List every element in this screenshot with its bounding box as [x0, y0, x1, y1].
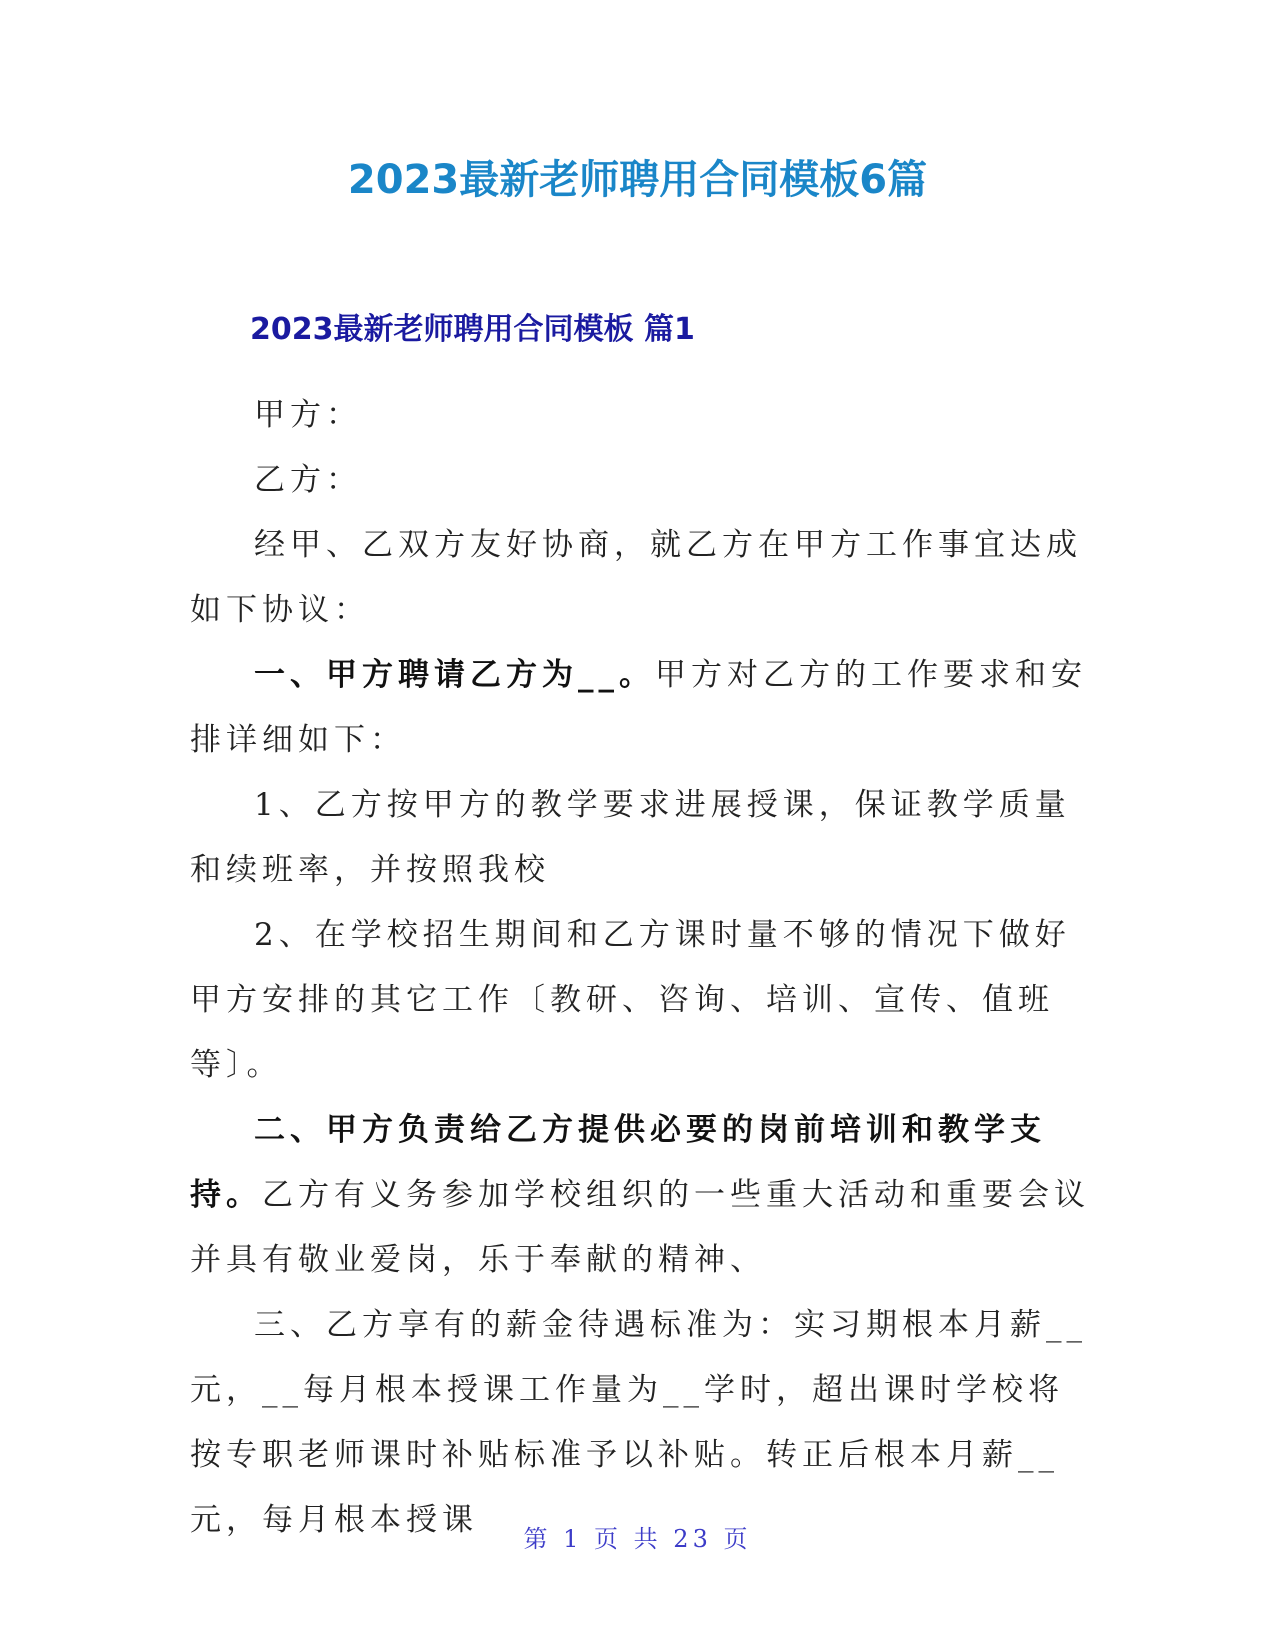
paragraph-text: 甲方对乙方的工作要求和安排详细如下： [190, 657, 1087, 758]
paragraph-text: 乙方： [254, 462, 362, 498]
paragraph-text: 乙方有义务参加学校组织的一些重大活动和重要会议并具有敬业爱岗，乐于奉献的精神、 [190, 1177, 1090, 1278]
paragraph-clause-3 [190, 1293, 1090, 1553]
paragraph-clause-2 [190, 1098, 1090, 1293]
section-heading: 2023最新老师聘用合同模板 篇1 [250, 312, 695, 347]
page-number: 第 1 页 共 23 页 [523, 1525, 752, 1553]
paragraph-item-2 [190, 903, 1090, 1098]
clause-heading: 二、甲方负责给乙方提供必要的岗前培训和教学支持。 [190, 1112, 1046, 1213]
paragraph-clause-1 [190, 643, 1090, 773]
paragraph-text: 经甲、乙双方友好协商，就乙方在甲方工作事宜达成如下协议： [190, 527, 1082, 628]
document-body [190, 383, 1090, 1553]
paragraph-text: 甲方： [254, 397, 362, 433]
paragraph-party-b [190, 448, 1090, 513]
document-title: 2023最新老师聘用合同模板6篇 [347, 157, 928, 203]
clause-heading: 一、甲方聘请乙方为__。 [254, 657, 655, 693]
paragraph-agreement-intro [190, 513, 1090, 643]
paragraph-text: 三、乙方享有的薪金待遇标准为：实习期根本月薪__元，__每月根本授课工作量为__学时，超出课时学校将按专职老师课时补贴标准予以补贴。转正后根本月薪__元，每月根本授课 [190, 1307, 1087, 1538]
paragraph-item-1 [190, 773, 1090, 903]
paragraph-party-a [190, 383, 1090, 448]
paragraph-text: 2、在学校招生期间和乙方课时量不够的情况下做好甲方安排的其它工作〔教研、咨询、培训、宣传、值班等〕。 [190, 917, 1071, 1083]
paragraph-text: 1、乙方按甲方的教学要求进展授课，保证教学质量和续班率，并按照我校 [190, 787, 1071, 888]
